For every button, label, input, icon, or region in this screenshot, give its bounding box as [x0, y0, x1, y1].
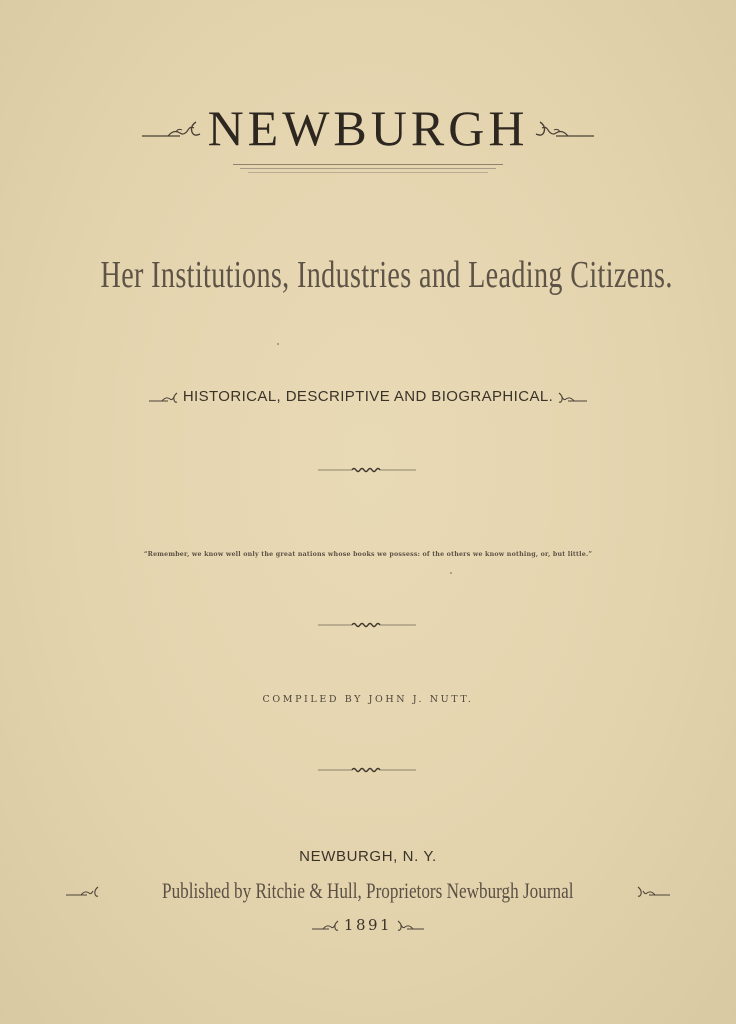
year-row	[0, 913, 736, 937]
flourish-left-icon	[65, 884, 99, 898]
description-row	[0, 384, 736, 410]
flourish-left-icon	[311, 918, 339, 932]
wavy-divider-icon	[318, 465, 416, 475]
wavy-divider-icon	[318, 765, 416, 775]
title-rule	[248, 172, 488, 173]
paper-speck	[277, 343, 279, 345]
page-title: NEWBURGH	[207, 100, 529, 156]
place-row	[0, 846, 736, 868]
flourish-right-icon	[397, 918, 425, 932]
wavy-divider-icon	[318, 620, 416, 630]
subtitle-row	[0, 245, 736, 305]
compiled-by: COMPILED BY JOHN J. NUTT.	[262, 694, 474, 705]
publication-place: NEWBURGH, N. Y.	[299, 848, 437, 865]
flourish-right-icon	[558, 390, 588, 404]
compiled-row	[0, 687, 736, 707]
subtitle: Her Institutions, Industries and Leading Citizens.	[100, 254, 673, 296]
flourish-right-icon	[637, 884, 671, 898]
title-rule	[233, 164, 503, 165]
paper-speck	[450, 572, 452, 574]
publisher-row	[0, 876, 736, 906]
publisher-line: Published by Ritchie & Hull, Proprietors Newburgh Journal	[162, 878, 574, 903]
epigraph-quote: “Remember, we know well only the great nations whose books we possess: of the others we know nothing, or, but little.”	[143, 551, 593, 558]
flourish-left-icon	[148, 390, 178, 404]
title-rule	[240, 168, 496, 169]
flourish-right-icon	[534, 116, 596, 140]
description-line: HISTORICAL, DESCRIPTIVE AND BIOGRAPHICAL.	[182, 388, 554, 405]
publication-year: 1891	[343, 916, 393, 934]
quote-row	[0, 541, 736, 557]
title-row	[0, 98, 736, 158]
flourish-left-icon	[140, 116, 202, 140]
